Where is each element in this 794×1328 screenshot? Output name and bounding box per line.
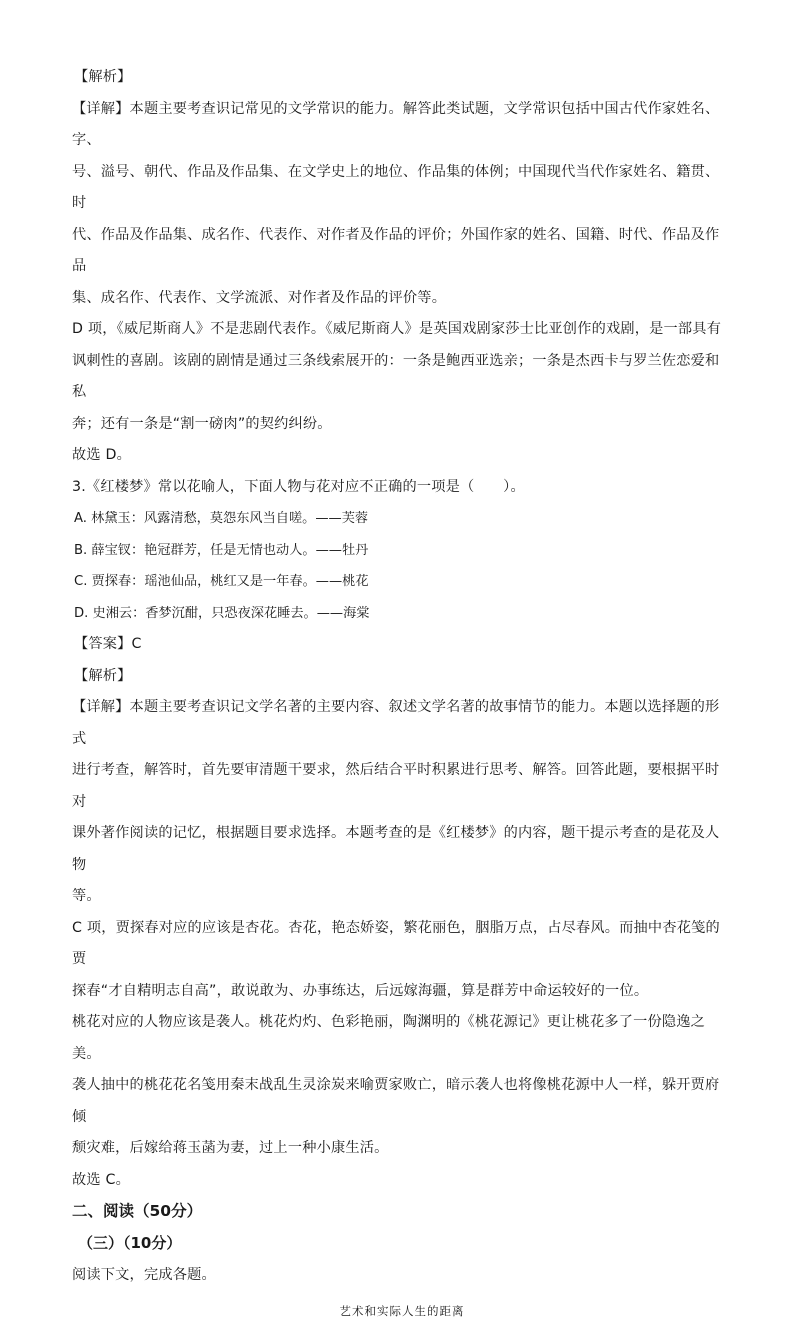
- options-list: [72, 503, 732, 629]
- text-line: 袭人抽中的桃花花名笺用秦末战乱生灵涂炭来喻贾家败亡，暗示袭人也将像桃花源中人一样，躲开贾府倾: [72, 1077, 720, 1125]
- detail-paragraph-1: [72, 94, 732, 315]
- subsection-heading: （三）（10分）: [78, 1234, 182, 1252]
- option-d-explanation: [72, 314, 732, 440]
- text-line: 等。: [72, 888, 101, 904]
- text-line: 号、溢号、朝代、作品及作品集、在文学史上的地位、作品集的体例；中国现代当代作家姓名、籍贯、时: [72, 163, 720, 211]
- detail-paragraph-2: [72, 692, 732, 913]
- option-b: B. 薛宝钗：艳冠群芳，任是无情也动人。——牡丹: [74, 542, 369, 558]
- document-page: [72, 62, 732, 1328]
- text-line: 【详解】本题主要考查识记常见的文学常识的能力。解答此类试题，文学常识包括中国古代作家姓名、字、: [72, 100, 720, 148]
- option-d: D. 史湘云：香梦沉酣，只恐夜深花睡去。——海棠: [74, 605, 370, 621]
- text-line: 进行考查，解答时，首先要审清题干要求，然后结合平时积累进行思考、解答。回答此题，要根据平时对: [72, 762, 720, 810]
- choose-line-1: 故选 D。: [72, 447, 131, 463]
- text-line: 探春“才自精明志自高”，敢说敢为、办事练达，后远嫁海疆，算是群芳中命运较好的一位。: [72, 982, 649, 999]
- question-3: 3.《红楼梦》常以花喻人，下面人物与花对应不正确的一项是（ ）。: [72, 478, 525, 495]
- option-c: C. 贾探春：瑶池仙品，桃红又是一年春。——桃花: [74, 574, 369, 589]
- text-line: 颓灾难，后嫁给蒋玉菡为妻，过上一种小康生活。: [72, 1140, 389, 1156]
- text-line: 课外著作阅读的记忆，根据题目要求选择。本题考查的是《红楼梦》的内容，题干提示考查的是花及人物: [72, 825, 720, 873]
- option-c-explanation: [72, 913, 732, 1008]
- section-heading: 二、阅读（50分）: [72, 1202, 203, 1220]
- choose-line-2: 故选 C。: [72, 1171, 130, 1188]
- text-line: 桃花对应的人物应该是袭人。桃花灼灼、色彩艳丽，陶渊明的《桃花源记》更让桃花多了一份隐逸之美。: [72, 1014, 706, 1062]
- text-line: 集、成名作、代表作、文学流派、对作者及作品的评价等。: [72, 289, 447, 306]
- text-line: 讽刺性的喜剧。该剧的剧情是通过三条线索展开的：一条是鲍西亚选亲；一条是杰西卡与罗兰佐恋爱和私: [72, 352, 720, 400]
- text-line: C 项，贾探春对应的应该是杏花。杏花，艳态娇姿，繁花丽色，胭脂万点，占尽春风。而抽中杏花笺的贾: [72, 919, 720, 967]
- peach-explanation: [72, 1007, 732, 1165]
- analysis-label-2: 【解析】: [74, 667, 132, 684]
- reading-instruction: 阅读下文，完成各题。: [72, 1267, 216, 1283]
- text-line: D 项，《威尼斯商人》不是悲剧代表作。《威尼斯商人》是英国戏剧家莎士比亚创作的戏剧，是一部具有: [72, 321, 722, 337]
- text-line: 代、作品及作品集、成名作、代表作、对作者及作品的评价；外国作家的姓名、国籍、时代、作品及作品: [72, 226, 720, 274]
- article-title: 艺术和实际人生的距离: [339, 1303, 465, 1318]
- analysis-label-1: 【解析】: [74, 69, 132, 85]
- text-line: 【详解】本题主要考查识记文学名著的主要内容、叙述文学名著的故事情节的能力。本题以选择题的形式: [72, 699, 720, 747]
- answer-label: 【答案】C: [74, 636, 142, 652]
- text-line: 奔；还有一条是“割一磅肉”的契约纠纷。: [72, 415, 332, 432]
- option-a: A. 林黛玉：风露清愁，莫怨东风当自嗟。——芙蓉: [74, 511, 369, 526]
